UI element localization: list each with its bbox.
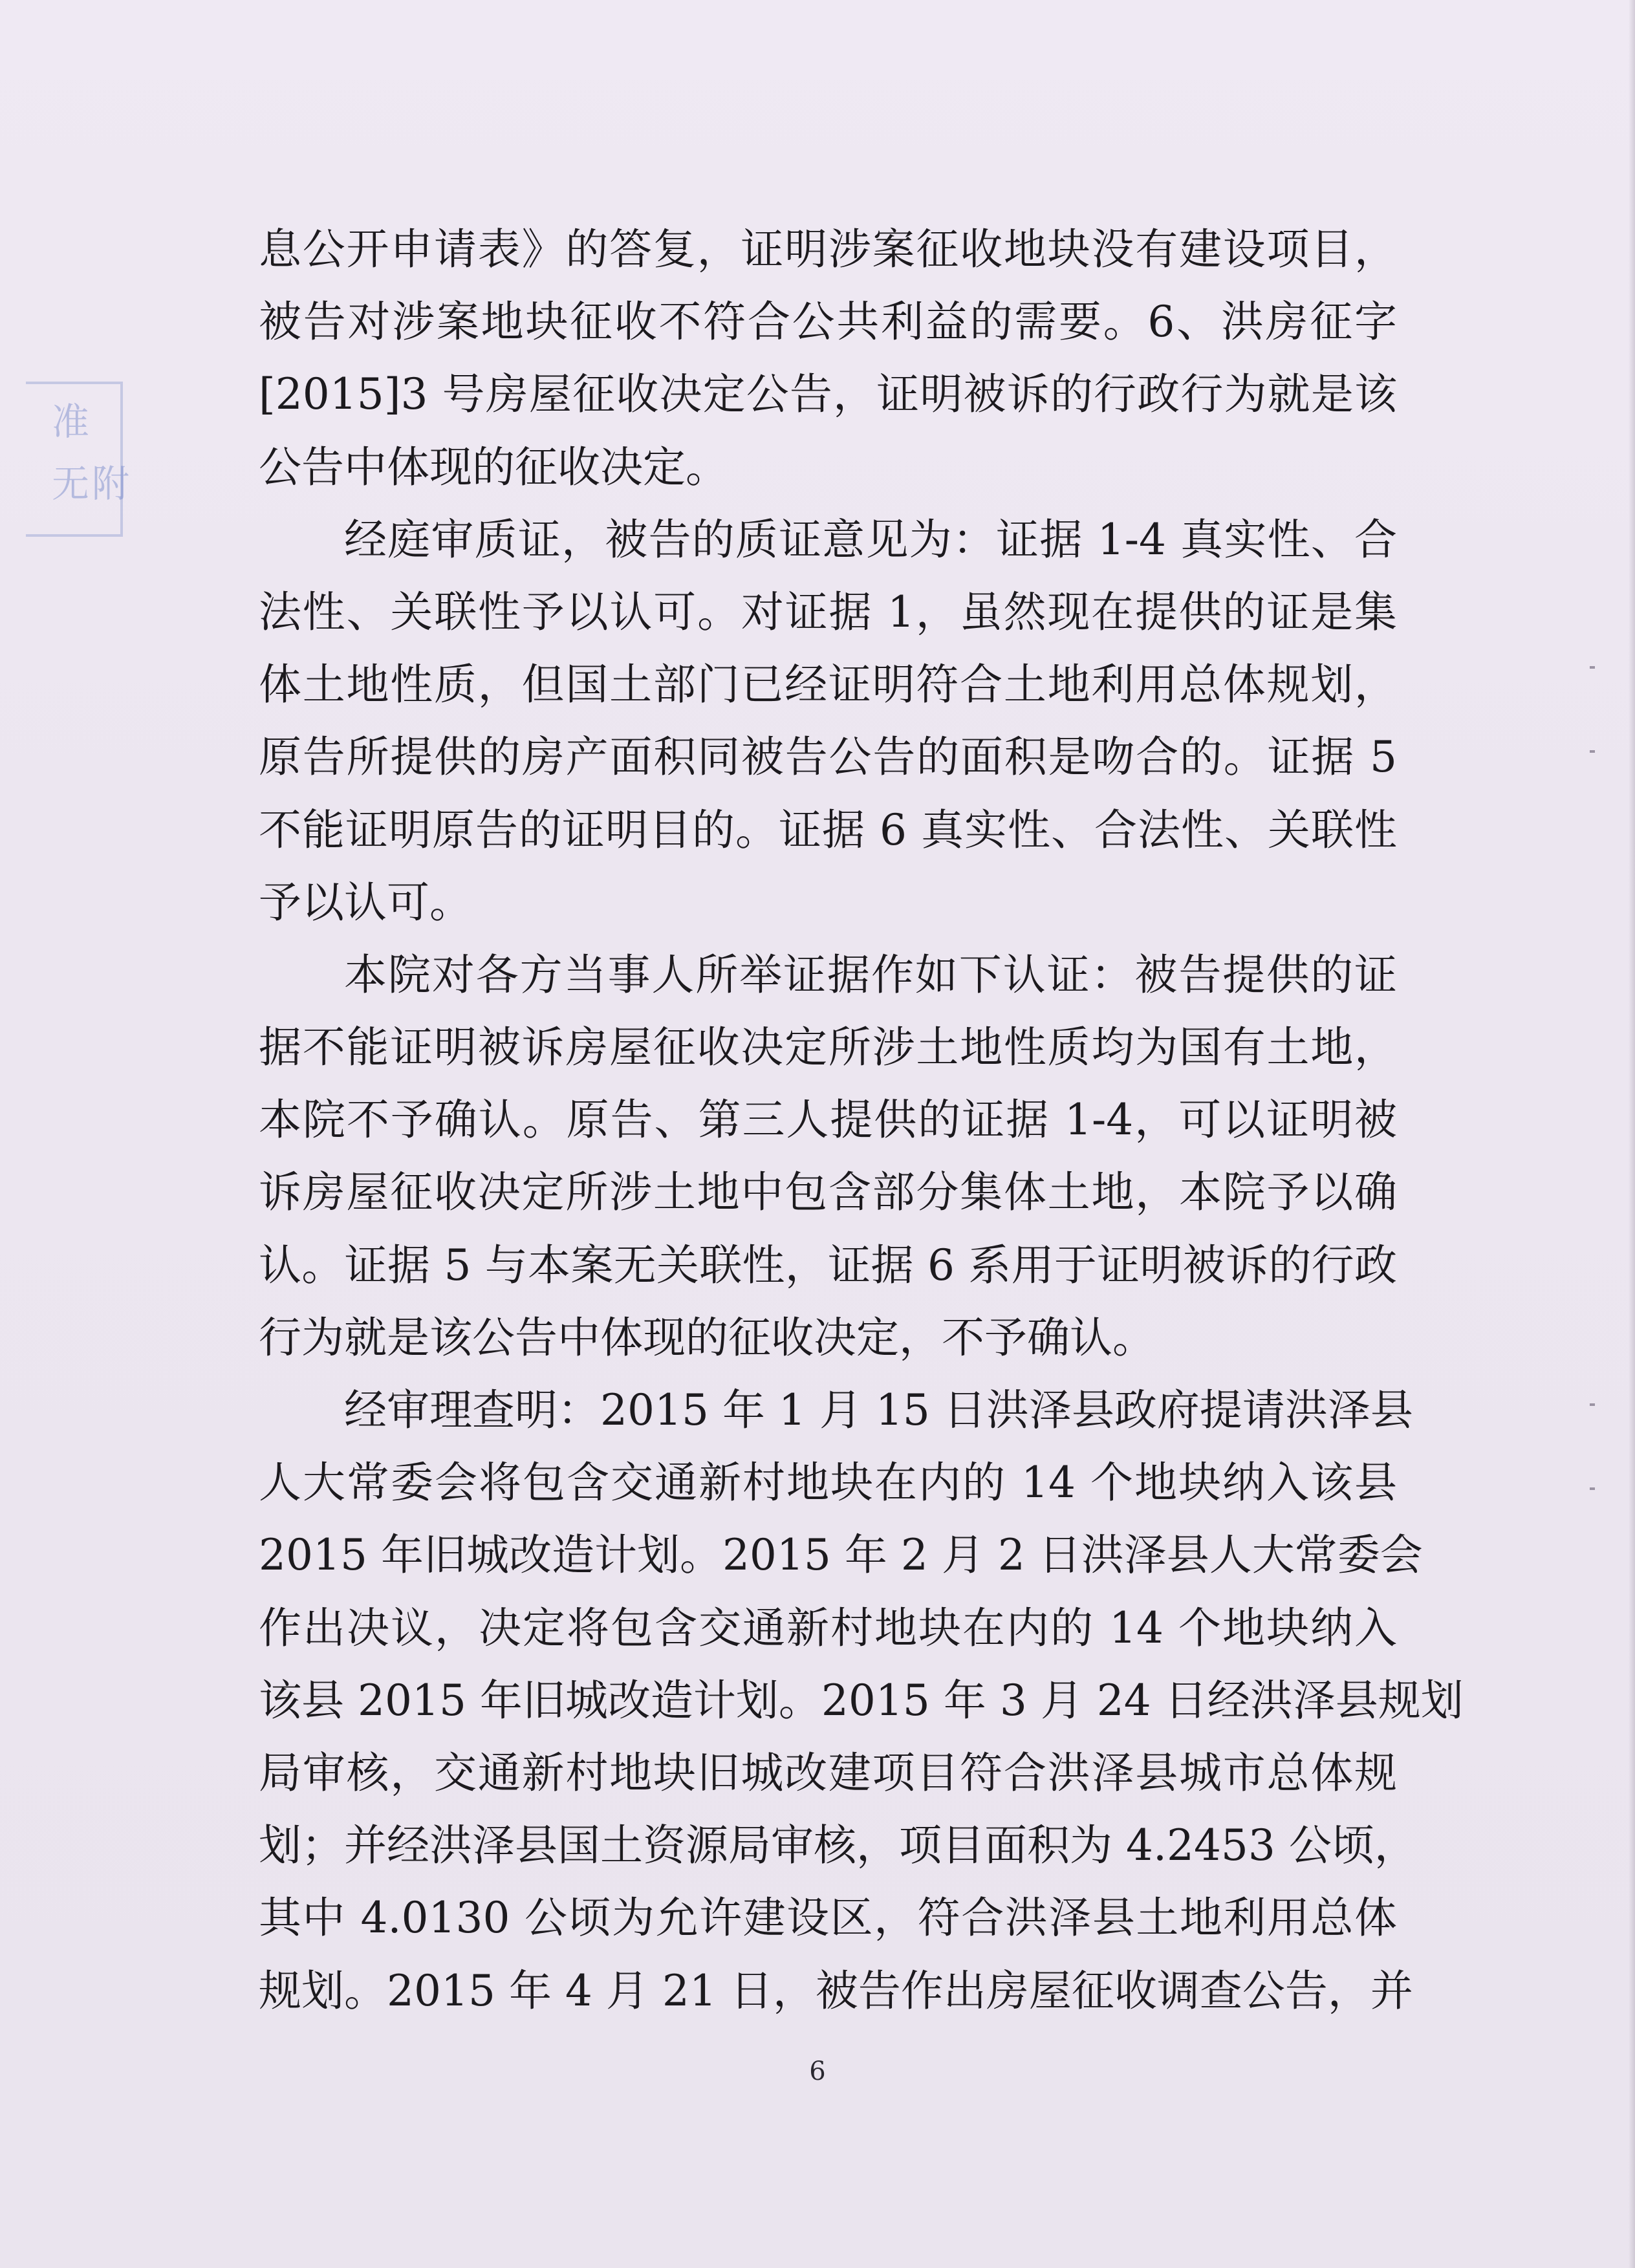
text-line: 据不能证明被诉房屋征收决定所涉土地性质均为国有土地， xyxy=(259,1022,1397,1073)
text-line: 公告中体现的征收决定。 xyxy=(259,442,728,492)
archive-stamp xyxy=(26,382,133,537)
paragraph-p2 xyxy=(259,504,1397,939)
text-line: 规划。2015 年 4 月 21 日，被告作出房屋征收调查公告，并 xyxy=(259,1965,1413,2016)
edge-mark xyxy=(1590,1403,1595,1406)
stamp-line-1: 准 xyxy=(52,400,92,444)
stamp-line-2: 无附 xyxy=(52,462,133,506)
text-line: 息公开申请表》的答复，证明涉案征收地块没有建设项目， xyxy=(259,224,1397,274)
text-line: 本院不予确认。原告、第三人提供的证据 1-4，可以证明被 xyxy=(259,1095,1397,1145)
text-line: 其中 4.0130 公顷为允许建设区，符合洪泽县土地利用总体 xyxy=(259,1893,1397,1943)
edge-mark xyxy=(1590,750,1595,753)
text-line: 认。证据 5 与本案无关联性，证据 6 系用于证明被诉的行政 xyxy=(259,1240,1397,1290)
paragraph-p4 xyxy=(259,1374,1464,2027)
edge-mark xyxy=(1590,1487,1595,1490)
paragraph-p3 xyxy=(259,939,1397,1374)
page-number: 6 xyxy=(809,2057,826,2086)
text-line: 2015 年旧城改造计划。2015 年 2 月 2 日洪泽县人大常委会 xyxy=(259,1530,1423,1581)
text-line: 经审理查明：2015 年 1 月 15 日洪泽县政府提请洪泽县 xyxy=(344,1385,1413,1435)
text-line: 不能证明原告的证明目的。证据 6 真实性、合法性、关联性 xyxy=(259,805,1397,855)
text-line: 本院对各方当事人所举证据作如下认证：被告提供的证 xyxy=(344,949,1397,1000)
edge-mark xyxy=(1590,666,1595,669)
text-line: 划；并经洪泽县国土资源局审核，项目面积为 4.2453 公顷， xyxy=(259,1820,1417,1871)
text-line: 法性、关联性予以认可。对证据 1，虽然现在提供的证是集 xyxy=(259,587,1397,637)
text-line: 局审核，交通新村地块旧城改建项目符合洪泽县城市总体规 xyxy=(259,1747,1397,1798)
text-line: 该县 2015 年旧城改造计划。2015 年 3 月 24 日经洪泽县规划 xyxy=(259,1675,1464,1725)
paragraph-p1 xyxy=(259,213,1397,504)
text-line: 作出决议，决定将包含交通新村地块在内的 14 个地块纳入 xyxy=(259,1603,1397,1653)
text-line: 予以认可。 xyxy=(259,877,472,927)
page-edge-shadow xyxy=(1629,0,1635,2268)
text-line: 诉房屋征收决定所涉土地中包含部分集体土地，本院予以确 xyxy=(259,1167,1397,1218)
text-line: 原告所提供的房产面积同被告公告的面积是吻合的。证据 5 xyxy=(259,732,1397,783)
text-line: [2015]3 号房屋征收决定公告，证明被诉的行政行为就是该 xyxy=(259,369,1397,420)
body-text xyxy=(259,213,1464,2027)
text-line: 体土地性质，但国土部门已经证明符合土地利用总体规划， xyxy=(259,660,1397,710)
text-line: 被告对涉案地块征收不符合公共利益的需要。6、洪房征字 xyxy=(259,297,1397,347)
text-line: 行为就是该公告中体现的征收决定，不予确认。 xyxy=(259,1312,1155,1363)
text-line: 人大常委会将包含交通新村地块在内的 14 个地块纳入该县 xyxy=(259,1458,1397,1508)
text-line: 经庭审质证，被告的质证意见为：证据 1-4 真实性、合 xyxy=(344,514,1397,565)
